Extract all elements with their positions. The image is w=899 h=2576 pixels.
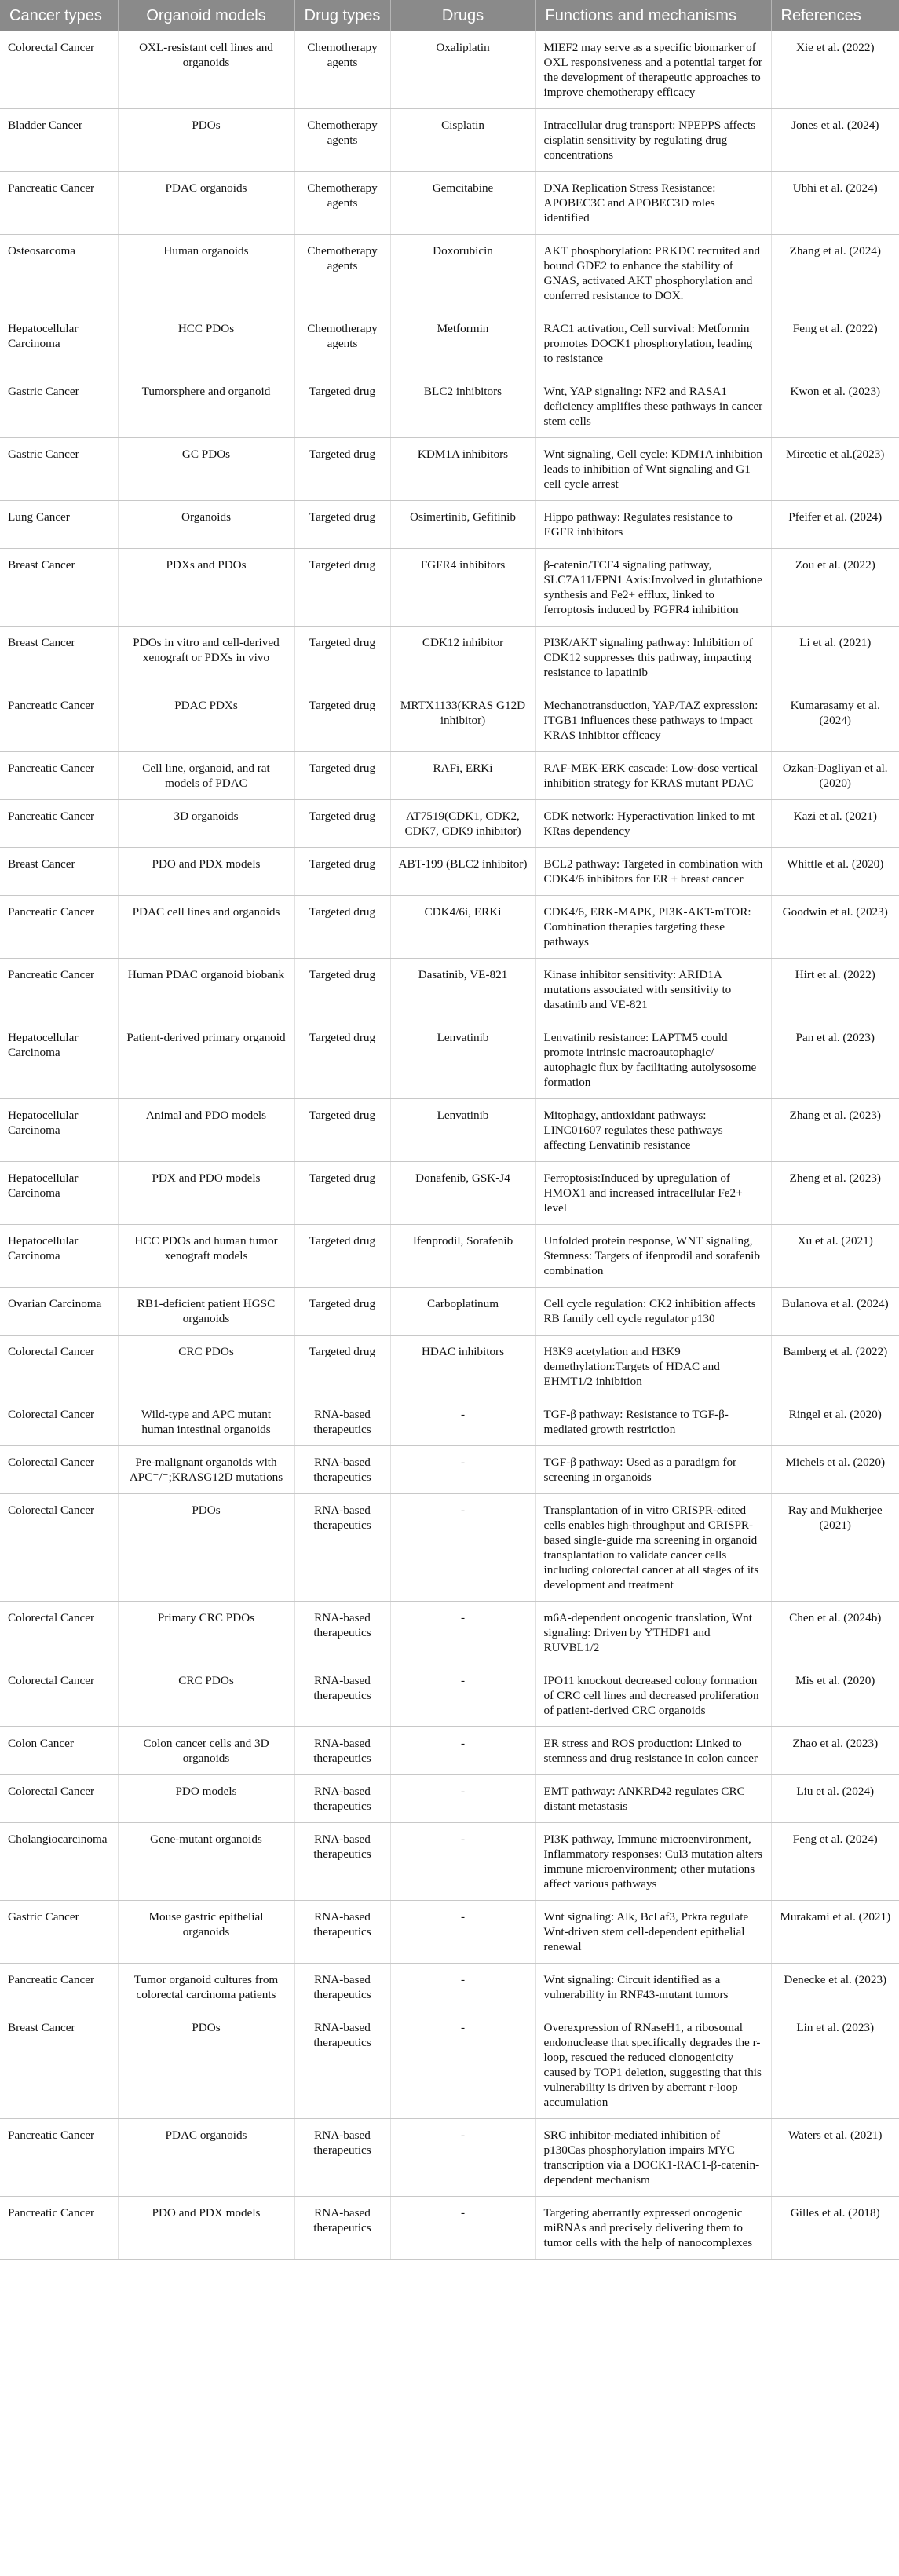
reference-cell: Ubhi et al. (2024) — [771, 172, 899, 235]
organoid-model-cell: Organoids — [118, 501, 294, 549]
mechanism-cell: IPO11 knockout decreased colony formation of CRC cell lines and decreased proliferation of patient-derived CRC organoids — [535, 1664, 771, 1727]
mechanism-cell: Wnt signaling, Cell cycle: KDM1A inhibition leads to inhibition of Wnt signaling and G1 cell cycle arrest — [535, 438, 771, 501]
reference-cell: Ray and Mukherjee (2021) — [771, 1494, 899, 1602]
mechanism-cell: TGF-β pathway: Resistance to TGF-β-mediated growth restriction — [535, 1398, 771, 1446]
organoid-model-cell: Tumor organoid cultures from colorectal carcinoma patients — [118, 1964, 294, 2011]
mechanism-cell: Targeting aberrantly expressed oncogenic miRNAs and precisely delivering them to tumor cells with the help of nanocomplexes — [535, 2197, 771, 2260]
table-row — [0, 627, 899, 689]
drugs-cell: MRTX1133(KRAS G12D inhibitor) — [390, 689, 535, 752]
table-row — [0, 1664, 899, 1727]
organoid-model-cell: Mouse gastric epithelial organoids — [118, 1901, 294, 1964]
organoid-model-cell: Tumorsphere and organoid — [118, 375, 294, 438]
reference-cell: Mircetic et al.(2023) — [771, 438, 899, 501]
drugs-cell: BLC2 inhibitors — [390, 375, 535, 438]
drug-type-cell: Chemotherapy agents — [294, 172, 390, 235]
cancer-type-cell: Pancreatic Cancer — [0, 1964, 118, 2011]
cancer-type-cell: Hepatocellular Carcinoma — [0, 1225, 118, 1288]
table-row — [0, 1823, 899, 1901]
organoid-model-cell: Patient-derived primary organoid — [118, 1021, 294, 1099]
header-drug-types: Drug types — [294, 0, 390, 31]
drug-type-cell: Chemotherapy agents — [294, 31, 390, 109]
drug-type-cell: Targeted drug — [294, 848, 390, 896]
drug-type-cell: RNA-based therapeutics — [294, 1775, 390, 1823]
table-row — [0, 1162, 899, 1225]
table-row — [0, 31, 899, 109]
drugs-cell: Dasatinib, VE-821 — [390, 959, 535, 1021]
reference-cell: Gilles et al. (2018) — [771, 2197, 899, 2260]
cancer-type-cell: Colorectal Cancer — [0, 1446, 118, 1494]
reference-cell: Chen et al. (2024b) — [771, 1602, 899, 1664]
table-row — [0, 109, 899, 172]
reference-cell: Xie et al. (2022) — [771, 31, 899, 109]
table-row — [0, 1494, 899, 1602]
reference-cell: Goodwin et al. (2023) — [771, 896, 899, 959]
drug-type-cell: RNA-based therapeutics — [294, 1901, 390, 1964]
drugs-cell: Doxorubicin — [390, 235, 535, 312]
mechanism-cell: BCL2 pathway: Targeted in combination with CDK4/6 inhibitors for ER + breast cancer — [535, 848, 771, 896]
cancer-type-cell: Colorectal Cancer — [0, 1398, 118, 1446]
organoid-model-cell: Wild-type and APC mutant human intestinal organoids — [118, 1398, 294, 1446]
drugs-cell: Gemcitabine — [390, 172, 535, 235]
table-row — [0, 689, 899, 752]
drugs-cell: - — [390, 2197, 535, 2260]
mechanism-cell: CDK network: Hyperactivation linked to mt KRas dependency — [535, 800, 771, 848]
mechanism-cell: Unfolded protein response, WNT signaling, Stemness: Targets of ifenprodil and sorafenib combination — [535, 1225, 771, 1288]
table-row — [0, 235, 899, 312]
cancer-type-cell: Pancreatic Cancer — [0, 689, 118, 752]
table-row — [0, 1398, 899, 1446]
cancer-type-cell: Breast Cancer — [0, 2011, 118, 2119]
drug-type-cell: Targeted drug — [294, 1288, 390, 1336]
mechanism-cell: RAC1 activation, Cell survival: Metformin promotes DOCK1 phosphorylation, leading to resistance — [535, 312, 771, 375]
table-row — [0, 896, 899, 959]
drug-type-cell: Targeted drug — [294, 1099, 390, 1162]
mechanism-cell: Ferroptosis:Induced by upregulation of HMOX1 and increased intracellular Fe2+ level — [535, 1162, 771, 1225]
reference-cell: Denecke et al. (2023) — [771, 1964, 899, 2011]
reference-cell: Zou et al. (2022) — [771, 549, 899, 627]
drug-type-cell: Targeted drug — [294, 501, 390, 549]
table-row — [0, 1021, 899, 1099]
cancer-type-cell: Colorectal Cancer — [0, 1602, 118, 1664]
drug-type-cell: Targeted drug — [294, 1336, 390, 1398]
organoid-model-cell: PDO and PDX models — [118, 848, 294, 896]
mechanism-cell: ER stress and ROS production: Linked to stemness and drug resistance in colon cancer — [535, 1727, 771, 1775]
drug-type-cell: Targeted drug — [294, 627, 390, 689]
mechanism-cell: CDK4/6, ERK-MAPK, PI3K-AKT-mTOR: Combination therapies targeting these pathways — [535, 896, 771, 959]
mechanism-cell: TGF-β pathway: Used as a paradigm for screening in organoids — [535, 1446, 771, 1494]
drug-type-cell: RNA-based therapeutics — [294, 1964, 390, 2011]
drug-type-cell: RNA-based therapeutics — [294, 1446, 390, 1494]
reference-cell: Michels et al. (2020) — [771, 1446, 899, 1494]
drugs-cell: AT7519(CDK1, CDK2, CDK7, CDK9 inhibitor) — [390, 800, 535, 848]
reference-cell: Zhao et al. (2023) — [771, 1727, 899, 1775]
drug-type-cell: Chemotherapy agents — [294, 312, 390, 375]
table-row — [0, 1336, 899, 1398]
cancer-type-cell: Colorectal Cancer — [0, 31, 118, 109]
reference-cell: Zhang et al. (2024) — [771, 235, 899, 312]
mechanism-cell: Mitophagy, antioxidant pathways: LINC01607 regulates these pathways affecting Lenvatinib resistance — [535, 1099, 771, 1162]
reference-cell: Lin et al. (2023) — [771, 2011, 899, 2119]
organoid-model-cell: GC PDOs — [118, 438, 294, 501]
organoid-model-cell: PDX and PDO models — [118, 1162, 294, 1225]
table-row — [0, 1727, 899, 1775]
drug-type-cell: Targeted drug — [294, 1162, 390, 1225]
table-row — [0, 848, 899, 896]
drugs-cell: Donafenib, GSK-J4 — [390, 1162, 535, 1225]
cancer-type-cell: Ovarian Carcinoma — [0, 1288, 118, 1336]
cancer-type-cell: Hepatocellular Carcinoma — [0, 1099, 118, 1162]
drugs-cell: - — [390, 1901, 535, 1964]
drug-type-cell: Targeted drug — [294, 1021, 390, 1099]
cancer-type-cell: Pancreatic Cancer — [0, 800, 118, 848]
table-row — [0, 1964, 899, 2011]
drug-type-cell: Targeted drug — [294, 1225, 390, 1288]
drugs-cell: - — [390, 1494, 535, 1602]
cancer-type-cell: Colorectal Cancer — [0, 1336, 118, 1398]
drugs-cell: Lenvatinib — [390, 1021, 535, 1099]
mechanism-cell: PI3K/AKT signaling pathway: Inhibition of CDK12 suppresses this pathway, impacting resistance to lapatinib — [535, 627, 771, 689]
drugs-cell: - — [390, 2119, 535, 2197]
reference-cell: Pan et al. (2023) — [771, 1021, 899, 1099]
mechanism-cell: Mechanotransduction, YAP/TAZ expression: ITGB1 influences these pathways to impact KRAS inhibitor efficacy — [535, 689, 771, 752]
drug-type-cell: Targeted drug — [294, 752, 390, 800]
reference-cell: Whittle et al. (2020) — [771, 848, 899, 896]
mechanism-cell: β-catenin/TCF4 signaling pathway, SLC7A11/FPN1 Axis:Involved in glutathione synthesis and Fe2+ efflux, linked to ferroptosis induced by FGFR4 inhibition — [535, 549, 771, 627]
drugs-cell: Osimertinib, Gefitinib — [390, 501, 535, 549]
cancer-type-cell: Pancreatic Cancer — [0, 2197, 118, 2260]
reference-cell: Bulanova et al. (2024) — [771, 1288, 899, 1336]
drugs-cell: CDK4/6i, ERKi — [390, 896, 535, 959]
mechanism-cell: EMT pathway: ANKRD42 regulates CRC distant metastasis — [535, 1775, 771, 1823]
mechanism-cell: m6A-dependent oncogenic translation, Wnt signaling: Driven by YTHDF1 and RUVBL1/2 — [535, 1602, 771, 1664]
organoid-model-cell: Gene-mutant organoids — [118, 1823, 294, 1901]
organoid-model-cell: Primary CRC PDOs — [118, 1602, 294, 1664]
drugs-cell: Metformin — [390, 312, 535, 375]
organoid-model-cell: Cell line, organoid, and rat models of PDAC — [118, 752, 294, 800]
drugs-cell: HDAC inhibitors — [390, 1336, 535, 1398]
table-row — [0, 800, 899, 848]
organoid-model-cell: PDOs — [118, 1494, 294, 1602]
drugs-cell: Oxaliplatin — [390, 31, 535, 109]
organoid-model-cell: PDO and PDX models — [118, 2197, 294, 2260]
cancer-type-cell: Hepatocellular Carcinoma — [0, 1021, 118, 1099]
mechanism-cell: Wnt, YAP signaling: NF2 and RASA1 deficiency amplifies these pathways in cancer stem cells — [535, 375, 771, 438]
drugs-cell: - — [390, 1602, 535, 1664]
drug-type-cell: Targeted drug — [294, 375, 390, 438]
table-row — [0, 1225, 899, 1288]
drug-type-cell: RNA-based therapeutics — [294, 1398, 390, 1446]
mechanism-cell: SRC inhibitor-mediated inhibition of p130Cas phosphorylation impairs MYC transcription via a DOCK1-RAC1-β-catenin-dependent mechanism — [535, 2119, 771, 2197]
organoid-model-cell: Colon cancer cells and 3D organoids — [118, 1727, 294, 1775]
reference-cell: Liu et al. (2024) — [771, 1775, 899, 1823]
cancer-type-cell: Gastric Cancer — [0, 438, 118, 501]
mechanism-cell: Wnt signaling: Alk, Bcl af3, Prkra regulate Wnt-driven stem cell-dependent epithelial renewal — [535, 1901, 771, 1964]
mechanism-cell: MIEF2 may serve as a specific biomarker of OXL responsiveness and a potential target for the development of therapeutic approaches to improve chemotherapy efficacy — [535, 31, 771, 109]
cancer-type-cell: Pancreatic Cancer — [0, 2119, 118, 2197]
header-drugs: Drugs — [390, 0, 535, 31]
table-row — [0, 172, 899, 235]
organoid-model-cell: Animal and PDO models — [118, 1099, 294, 1162]
reference-cell: Kazi et al. (2021) — [771, 800, 899, 848]
drug-type-cell: RNA-based therapeutics — [294, 1823, 390, 1901]
cancer-type-cell: Pancreatic Cancer — [0, 752, 118, 800]
mechanism-cell: Transplantation of in vitro CRISPR-edited cells enables high-throughput and CRISPR-based single-guide rna screening in organoid transplantation to validate cancer cells including colorectal cancer at all stages of its development and treatment — [535, 1494, 771, 1602]
header-cancer-types: Cancer types — [0, 0, 118, 31]
reference-cell: Feng et al. (2024) — [771, 1823, 899, 1901]
drugs-cell: CDK12 inhibitor — [390, 627, 535, 689]
table-row — [0, 1901, 899, 1964]
cancer-type-cell: Breast Cancer — [0, 627, 118, 689]
cancer-type-cell: Gastric Cancer — [0, 1901, 118, 1964]
organoid-model-cell: OXL-resistant cell lines and organoids — [118, 31, 294, 109]
table-row — [0, 438, 899, 501]
table-body — [0, 31, 899, 2260]
cancer-type-cell: Gastric Cancer — [0, 375, 118, 438]
drugs-cell: RAFi, ERKi — [390, 752, 535, 800]
organoid-model-cell: HCC PDOs and human tumor xenograft models — [118, 1225, 294, 1288]
organoid-model-cell: PDOs — [118, 109, 294, 172]
reference-cell: Mis et al. (2020) — [771, 1664, 899, 1727]
mechanism-cell: Overexpression of RNaseH1, a ribosomal endonuclease that specifically degrades the r-loop, rescued the reduced clonogenicity caused by TOP1 deletion, suggesting that this vulnerability is driven by aberrant r-loop accumulation — [535, 2011, 771, 2119]
cancer-type-cell: Osteosarcoma — [0, 235, 118, 312]
drug-type-cell: RNA-based therapeutics — [294, 1602, 390, 1664]
table-row — [0, 1602, 899, 1664]
drug-type-cell: Targeted drug — [294, 549, 390, 627]
header-organoid-models: Organoid models — [118, 0, 294, 31]
organoid-model-cell: PDAC organoids — [118, 2119, 294, 2197]
reference-cell: Waters et al. (2021) — [771, 2119, 899, 2197]
drugs-cell: - — [390, 1727, 535, 1775]
drugs-cell: - — [390, 1664, 535, 1727]
organoid-model-cell: PDXs and PDOs — [118, 549, 294, 627]
reference-cell: Ringel et al. (2020) — [771, 1398, 899, 1446]
mechanism-cell: Kinase inhibitor sensitivity: ARID1A mutations associated with sensitivity to dasatinib and VE-821 — [535, 959, 771, 1021]
cancer-type-cell: Lung Cancer — [0, 501, 118, 549]
table-row — [0, 752, 899, 800]
reference-cell: Ozkan-Dagliyan et al. (2020) — [771, 752, 899, 800]
cancer-type-cell: Colon Cancer — [0, 1727, 118, 1775]
cancer-type-cell: Bladder Cancer — [0, 109, 118, 172]
drugs-cell: KDM1A inhibitors — [390, 438, 535, 501]
header-references: References — [771, 0, 899, 31]
table-row — [0, 2011, 899, 2119]
mechanism-cell: DNA Replication Stress Resistance: APOBEC3C and APOBEC3D roles identified — [535, 172, 771, 235]
cancer-type-cell: Pancreatic Cancer — [0, 172, 118, 235]
drug-type-cell: RNA-based therapeutics — [294, 2011, 390, 2119]
drug-type-cell: RNA-based therapeutics — [294, 1664, 390, 1727]
mechanism-cell: H3K9 acetylation and H3K9 demethylation:Targets of HDAC and EHMT1/2 inhibition — [535, 1336, 771, 1398]
mechanism-cell: Cell cycle regulation: CK2 inhibition affects RB family cell cycle regulator p130 — [535, 1288, 771, 1336]
reference-cell: Hirt et al. (2022) — [771, 959, 899, 1021]
cancer-type-cell: Breast Cancer — [0, 848, 118, 896]
drugs-cell: - — [390, 2011, 535, 2119]
drugs-cell: Lenvatinib — [390, 1099, 535, 1162]
drugs-cell: Ifenprodil, Sorafenib — [390, 1225, 535, 1288]
organoid-model-cell: Human organoids — [118, 235, 294, 312]
mechanism-cell: RAF-MEK-ERK cascade: Low-dose vertical inhibition strategy for KRAS mutant PDAC — [535, 752, 771, 800]
reference-cell: Feng et al. (2022) — [771, 312, 899, 375]
drugs-cell: - — [390, 1964, 535, 2011]
drug-type-cell: Targeted drug — [294, 959, 390, 1021]
drug-type-cell: Targeted drug — [294, 800, 390, 848]
organoid-model-cell: Human PDAC organoid biobank — [118, 959, 294, 1021]
organoid-model-cell: Pre-malignant organoids with APC⁻/⁻;KRASG12D mutations — [118, 1446, 294, 1494]
table-row — [0, 1099, 899, 1162]
cancer-type-cell: Hepatocellular Carcinoma — [0, 312, 118, 375]
table-row — [0, 2119, 899, 2197]
organoid-model-cell: PDAC organoids — [118, 172, 294, 235]
organoid-model-cell: CRC PDOs — [118, 1664, 294, 1727]
reference-cell: Zhang et al. (2023) — [771, 1099, 899, 1162]
mechanism-cell: Lenvatinib resistance: LAPTM5 could promote intrinsic macroautophagic/ autophagic flux by facilitating autolysosome formation — [535, 1021, 771, 1099]
organoid-model-cell: PDOs in vitro and cell-derived xenograft or PDXs in vivo — [118, 627, 294, 689]
drug-type-cell: RNA-based therapeutics — [294, 2197, 390, 2260]
drug-type-cell: RNA-based therapeutics — [294, 1494, 390, 1602]
table-row — [0, 501, 899, 549]
organoid-model-cell: HCC PDOs — [118, 312, 294, 375]
mechanism-cell: Hippo pathway: Regulates resistance to EGFR inhibitors — [535, 501, 771, 549]
table-row — [0, 1446, 899, 1494]
table-row — [0, 1288, 899, 1336]
mechanism-cell: Intracellular drug transport: NPEPPS affects cisplatin sensitivity by regulating drug concentrations — [535, 109, 771, 172]
reference-cell: Jones et al. (2024) — [771, 109, 899, 172]
drugs-cell: - — [390, 1398, 535, 1446]
drugs-cell: ABT-199 (BLC2 inhibitor) — [390, 848, 535, 896]
table-row — [0, 312, 899, 375]
organoid-model-cell: PDAC PDXs — [118, 689, 294, 752]
table-row — [0, 959, 899, 1021]
organoid-model-cell: PDOs — [118, 2011, 294, 2119]
drugs-cell: - — [390, 1823, 535, 1901]
drug-type-cell: Chemotherapy agents — [294, 235, 390, 312]
cancer-type-cell: Colorectal Cancer — [0, 1664, 118, 1727]
reference-cell: Xu et al. (2021) — [771, 1225, 899, 1288]
organoid-model-cell: PDO models — [118, 1775, 294, 1823]
table-row — [0, 549, 899, 627]
reference-cell: Bamberg et al. (2022) — [771, 1336, 899, 1398]
table-row — [0, 2197, 899, 2260]
drug-type-cell: RNA-based therapeutics — [294, 2119, 390, 2197]
cancer-type-cell: Colorectal Cancer — [0, 1494, 118, 1602]
organoid-model-cell: RB1-deficient patient HGSC organoids — [118, 1288, 294, 1336]
reference-cell: Li et al. (2021) — [771, 627, 899, 689]
mechanism-cell: AKT phosphorylation: PRKDC recruited and bound GDE2 to enhance the stability of GNAS, activated AKT phosphorylation and conferred resistance to DOX. — [535, 235, 771, 312]
cancer-type-cell: Cholangiocarcinoma — [0, 1823, 118, 1901]
cancer-type-cell: Pancreatic Cancer — [0, 959, 118, 1021]
reference-cell: Kwon et al. (2023) — [771, 375, 899, 438]
cancer-type-cell: Breast Cancer — [0, 549, 118, 627]
drug-type-cell: Targeted drug — [294, 438, 390, 501]
reference-cell: Zheng et al. (2023) — [771, 1162, 899, 1225]
organoid-model-cell: CRC PDOs — [118, 1336, 294, 1398]
drug-type-cell: Targeted drug — [294, 689, 390, 752]
reference-cell: Pfeifer et al. (2024) — [771, 501, 899, 549]
organoid-model-cell: 3D organoids — [118, 800, 294, 848]
drugs-cell: Cisplatin — [390, 109, 535, 172]
table-row — [0, 375, 899, 438]
cancer-type-cell: Colorectal Cancer — [0, 1775, 118, 1823]
mechanism-cell: Wnt signaling: Circuit identified as a vulnerability in RNF43-mutant tumors — [535, 1964, 771, 2011]
drug-type-cell: Targeted drug — [294, 896, 390, 959]
drug-type-cell: Chemotherapy agents — [294, 109, 390, 172]
drugs-cell: FGFR4 inhibitors — [390, 549, 535, 627]
header-functions: Functions and mechanisms — [535, 0, 771, 31]
cancer-type-cell: Hepatocellular Carcinoma — [0, 1162, 118, 1225]
header-row — [0, 0, 899, 31]
mechanism-cell: PI3K pathway, Immune microenvironment, Inflammatory responses: Cul3 mutation alters immune microenvironment; other mutations affect various pathways — [535, 1823, 771, 1901]
organoid-model-cell: PDAC cell lines and organoids — [118, 896, 294, 959]
table-row — [0, 1775, 899, 1823]
drugs-cell: - — [390, 1446, 535, 1494]
drugs-cell: Carboplatinum — [390, 1288, 535, 1336]
cancer-type-cell: Pancreatic Cancer — [0, 896, 118, 959]
reference-cell: Murakami et al. (2021) — [771, 1901, 899, 1964]
drug-type-cell: RNA-based therapeutics — [294, 1727, 390, 1775]
drugs-cell: - — [390, 1775, 535, 1823]
reference-cell: Kumarasamy et al. (2024) — [771, 689, 899, 752]
